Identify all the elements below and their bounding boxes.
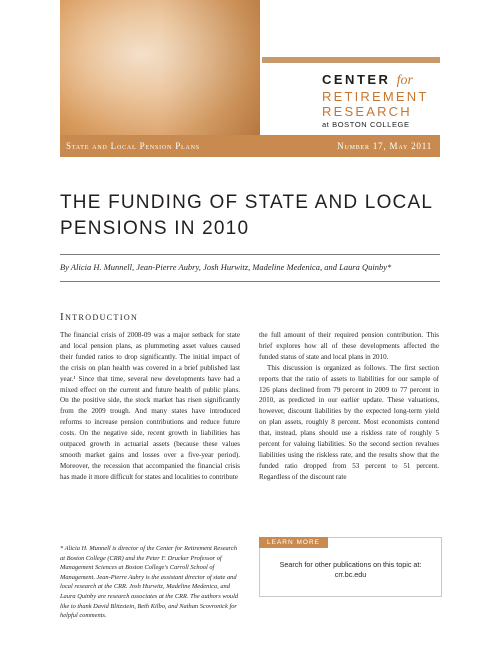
- section-heading: Introduction: [60, 311, 139, 323]
- header-rule: [262, 57, 440, 63]
- page-title: [60, 190, 440, 242]
- author-footnote: * Alicia H. Munnell is director of the Center for Retirement Research at Boston College (CRR) and the Peter F. Drucker Professor of Management Sciences at Boston College's Carroll School of Management. Jean-Pierre Aubry is the assistant director of state and local research at the CRR. Josh Hurwitz, Madeline Medenica, and Laura Quinby are research associates at the CRR. The authors would like to thank David Blitzstein, Beth Kilbo, and Nathan Scovronick for helpful comments.: [60, 545, 239, 620]
- learn-more-link[interactable]: crr.bc.edu: [334, 570, 367, 579]
- crr-logo[interactable]: [322, 72, 472, 130]
- learn-more-tab: LEARN MORE: [259, 537, 328, 548]
- learn-more-content: [260, 560, 441, 580]
- series-bar: [60, 135, 440, 157]
- title-line-1: THE FUNDING OF STATE AND LOCAL: [60, 192, 434, 213]
- body-column-left: [60, 330, 240, 502]
- body-paragraph: the full amount of their required pension contribution. This brief explores how all of these developments affected the funded status of state and local plans in 2010.: [259, 331, 439, 361]
- logo-college-text: at BOSTON COLLEGE: [322, 120, 410, 129]
- author-rule-top: [60, 254, 440, 255]
- logo-research-text: RESEARCH: [322, 104, 412, 119]
- author-rule-bottom: [60, 281, 440, 282]
- learn-more-box: [259, 537, 442, 597]
- logo-retirement-text: RETIREMENT: [322, 89, 429, 104]
- title-line-2: PENSIONS IN 2010: [60, 218, 250, 239]
- series-name: State and Local Pension Plans: [66, 141, 200, 151]
- body-paragraph: This discussion is organized as follows. The first section reports that the ratio of assets to liabilities for our sample of 126 plans declined from 79 percent in 2009 to 77 percent in 2010, as predicted in our earlier update. These valuations, however, discount liabilities by the expected long-term yield on plan assets, roughly 8 percent. Most economists contend that, instead, plans should use a riskless rate of roughly 5 percent for valuing liabilities. So the second section revalues liabilities using the riskless rate, and the results show that the funded ratio dropped from 53 percent to 51 percent. Regardless of the discount rate: [259, 363, 439, 481]
- issue-number: Number 17, May 2011: [337, 141, 432, 151]
- body-column-right: [259, 330, 439, 502]
- authors-byline: By Alicia H. Munnell, Jean-Pierre Aubry, Josh Hurwitz, Madeline Medenica, and Laura Quinby*: [60, 263, 392, 272]
- learn-more-text: Search for other publications on this topic at:: [279, 560, 422, 569]
- logo-center-line: [322, 72, 472, 89]
- logo-center-text: CENTER: [322, 72, 391, 87]
- logo-for-text: for: [396, 73, 413, 88]
- body-paragraph: The financial crisis of 2008-09 was a major setback for state and local pension plans, as plummeting asset values caused their funded ratios to drop significantly. The initial impact of the crisis on plan health was covered in a brief published last year.¹ Since that time, several new developments have had a mixed effect on the current and future health of public plans. On the positive side, the stock market has risen significantly from the 2009 trough. And many states have introduced reforms to increase pension contributions and reduce future costs. On the negative side, recent growth in liabilities has outpaced growth in actuarial assets (because these values smooth market gains and losses over a five-year period). Moreover, the recession that accompanied the financial crisis has made it more difficult for states and localities to contribute: [60, 331, 240, 481]
- header-photo: [60, 0, 260, 135]
